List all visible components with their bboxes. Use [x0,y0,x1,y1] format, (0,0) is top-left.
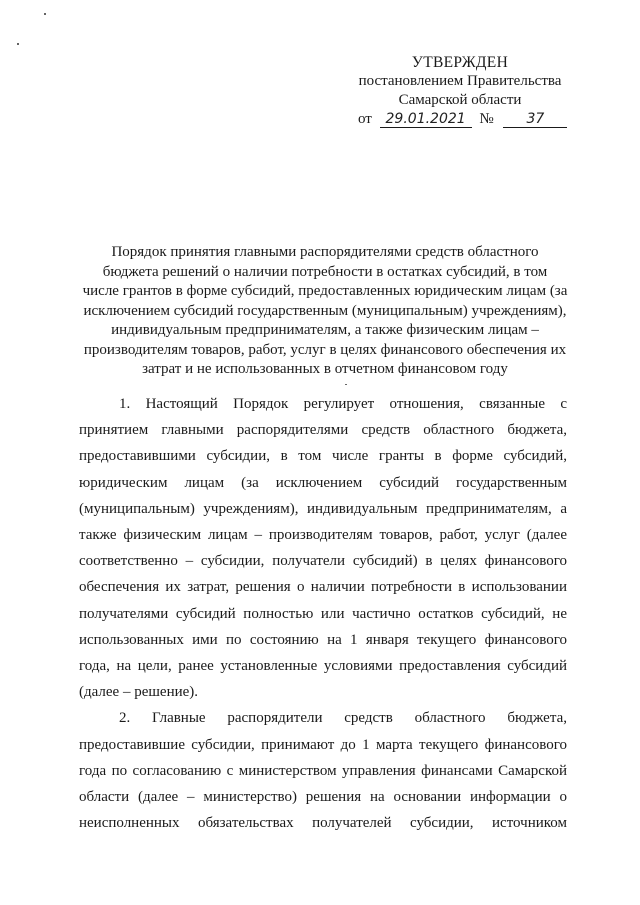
body-line: области (далее – министерство) решения на основании информации о [79,789,567,806]
body-line: (муниципальным) учреждениям), индивидуальным предпринимателям, а [79,500,567,517]
body-line: также физическим лицам – производителям товаров, работ, услуг (далее [79,527,567,544]
handwritten-number: 37 [503,111,567,128]
title-line: производителям товаров, работ, услуг в целях финансового обеспечения их [83,341,567,358]
body-line: предоставившими субсидии, в том числе гранты в форме субсидий, [79,448,567,465]
title-line: числе грантов в форме субсидий, предоставленных юридическим лицам (за [82,283,568,299]
document-body [79,391,567,836]
body-line: (далее – решение). [79,684,199,701]
scan-speck [345,384,347,385]
body-line: использованных ими по состоянию на 1 января текущего финансового [79,631,567,648]
scan-speck [17,43,19,45]
title-line: затрат и не использованных в отчетном финансовом году [142,361,508,377]
body-line: принятием главными распорядителями средств областного бюджета, [79,422,567,439]
handwritten-date: 29.01.2021 [380,111,472,128]
title-line: бюджета решений о наличии потребности в остатках субсидий, в том [102,263,548,280]
document-title [80,243,570,380]
body-line: обеспечения их затрат, решения о наличии потребности в использовании [79,579,567,596]
body-line: неисполненных обязательствах получателей субсидии, источником [79,815,567,832]
body-line: предоставившие субсидии, принимают до 1 марта текущего финансового [79,736,567,753]
approval-title: УТВЕРЖДЕН [411,54,509,71]
approval-stamp [330,53,590,129]
body-line: года по согласованию с министерством управления финансами Самарской [79,762,567,779]
body-line: 2. Главные распорядители средств областного бюджета, [119,710,567,727]
title-line: индивидуальным предпринимателям, а также физическим лицам – [111,322,539,338]
date-prefix: от [358,111,372,127]
title-line: исключением субсидий государственным (муниципальным) учреждениям), [83,302,567,319]
title-line: Порядок принятия главными распорядителями средств областного [111,244,539,260]
paragraph-1 [79,391,567,705]
approval-date-row [330,110,590,129]
body-line: 1. Настоящий Порядок регулирует отношения, связанные с [119,396,567,412]
approval-line2: Самарской области [398,92,522,108]
body-line: соответственно – субсидии, получатели субсидий) в целях финансового [79,553,567,570]
approval-line1: постановлением Правительства [358,73,562,89]
scan-speck [44,13,46,15]
paragraph-2 [79,705,567,836]
body-line: получателями субсидий полностью или частично остатков субсидий, не [79,605,567,622]
body-line: юридическим лицам (за исключением субсидий государственным [79,474,567,491]
number-sign: № [479,111,494,127]
body-line: года, на цели, ранее установленные условиями предоставления субсидий [79,658,567,675]
